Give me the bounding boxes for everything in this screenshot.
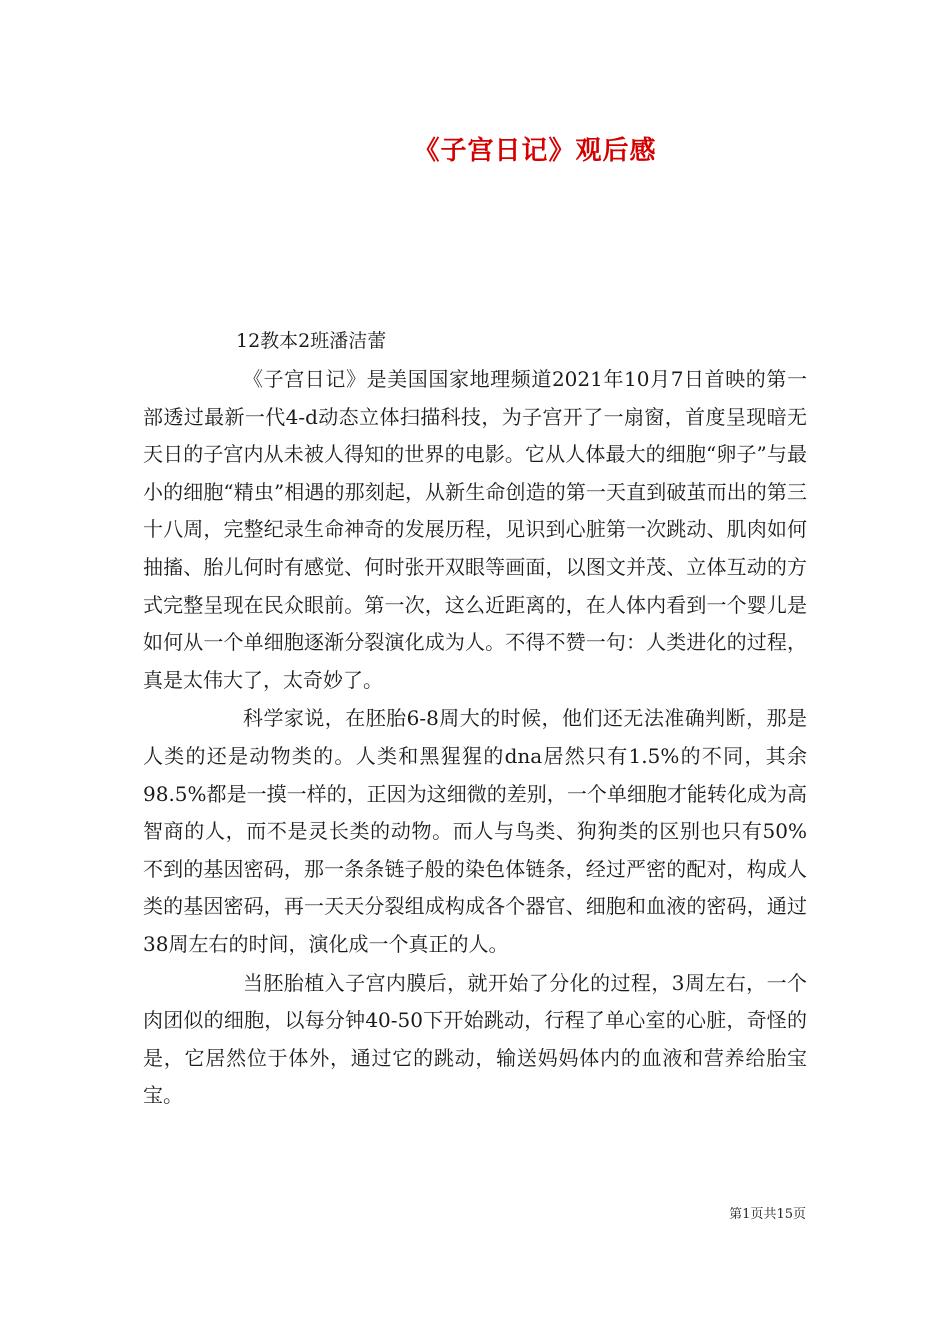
paragraph-3: 当胚胎植入子宫内膜后，就开始了分化的过程，3周左右，一个肉团似的细胞，以每分钟40-50下开始跳动，行程了单心室的心脏，奇怪的是，它居然位于体外，通过它的跳动，输送妈妈体内的血液和营养给胎宝宝。 xyxy=(143,970,807,1108)
page-number-footer: 第1页共15页 xyxy=(729,1207,806,1222)
paragraph-2: 科学家说，在胚胎6-8周大的时候，他们还无法准确判断，那是人类的还是动物类的。人类和黑猩猩的dna居然只有1.5%的不同，其余98.5%都是一摸一样的，正因为这细微的差别，一个单细胞才能转化成为高智商的人，而不是灵长类的动物。而人与鸟类、狗狗类的区别也只有50%不到的基因密码，那一条条链子般的染色体链条，经过严密的配对，构成人类的基因密码，再一天天分裂组成构成各个器官、细胞和血液的密码，通过38周左右的时间，演化成一个真正的人。 xyxy=(143,706,807,956)
paragraph-1: 《子宫日记》是美国国家地理频道2021年10月7日首映的第一部透过最新一代4-d动态立体扫描科技，为子宫开了一扇窗，首度呈现暗无天日的子宫内从未被人得知的世界的电影。它从人体最大的细胞“卵子”与最小的细胞“精虫”相遇的那刻起，从新生命创造的第一天直到破茧而出的第三十八周，完整纪录生命神奇的发展历程，见识到心脏第一次跳动、肌肉如何抽搐、胎儿何时有感觉、何时张开双眼等画面，以图文并茂、立体互动的方式完整呈现在民众眼前。第一次，这么近距离的，在人体内看到一个婴儿是如何从一个单细胞逐渐分裂演化成为人。不得不赞一句：人类进化的过程，真是太伟大了，太奇妙了。 xyxy=(143,367,807,692)
document-body xyxy=(143,361,807,1115)
document-title: 《子宫日记》观后感 xyxy=(413,136,657,166)
author-line: 12教本2班潘洁蕾 xyxy=(236,330,387,352)
